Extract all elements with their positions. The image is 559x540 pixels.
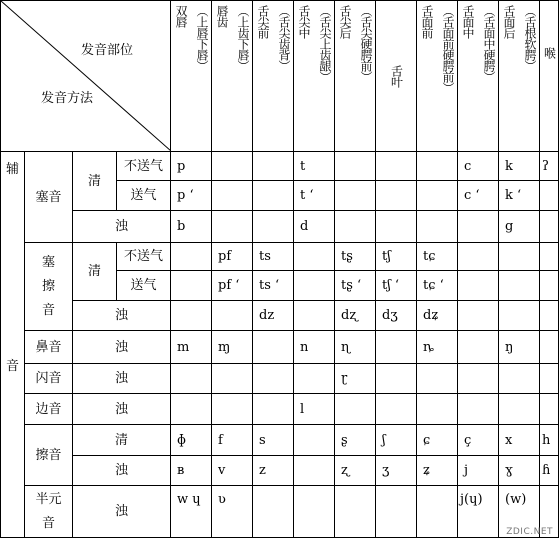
- phoneme-cell: ʔ: [540, 152, 559, 181]
- corner-diagonal: [1, 1, 171, 151]
- phoneme-cell: w ɥ: [171, 486, 212, 538]
- phoneme-cell: [294, 243, 335, 271]
- phoneme-cell: [540, 243, 559, 271]
- phoneme-cell: ʒ: [376, 456, 417, 486]
- phoneme-cell: t ʻ: [294, 181, 335, 211]
- phoneme-cell: [335, 394, 376, 425]
- phoneme-cell: ʋ: [212, 486, 253, 538]
- nasal-label: 鼻音: [25, 331, 73, 364]
- phoneme-cell: n: [294, 331, 335, 364]
- phoneme-cell: [171, 364, 212, 394]
- col-header-palatal: 舌面中 （舌面中硬腭）: [458, 1, 499, 152]
- phoneme-cell: p: [171, 152, 212, 181]
- row-lateral: [1, 394, 559, 425]
- phoneme-cell: [458, 364, 499, 394]
- phoneme-cell: ç: [458, 425, 499, 456]
- phoneme-cell: [417, 486, 458, 538]
- phoneme-cell: [458, 301, 499, 331]
- phoneme-cell: ɳ: [335, 331, 376, 364]
- phoneme-cell: tɕ: [417, 243, 458, 271]
- unaspirated-label: 不送气: [117, 243, 171, 271]
- phoneme-cell: m: [171, 331, 212, 364]
- phoneme-cell: [376, 181, 417, 211]
- phoneme-cell: c: [458, 152, 499, 181]
- flap-voiced-label: 浊: [73, 364, 171, 394]
- phoneme-cell: [335, 181, 376, 211]
- col-header-laminal: 舌叶: [376, 1, 417, 152]
- phoneme-cell: [253, 211, 294, 243]
- phoneme-cell: [417, 211, 458, 243]
- phoneme-cell: ɦ: [540, 456, 559, 486]
- col-header-velar: 舌面后 （舌根软腭）: [499, 1, 540, 152]
- stop-voiced-label: 浊: [73, 211, 171, 243]
- affricate-voiced-label: 浊: [73, 301, 171, 331]
- phoneme-cell: [294, 364, 335, 394]
- phoneme-cell: j: [458, 456, 499, 486]
- phoneme-cell: [458, 211, 499, 243]
- phoneme-cell: k ʻ: [499, 181, 540, 211]
- phoneme-cell: l: [294, 394, 335, 425]
- phoneme-cell: [499, 301, 540, 331]
- phoneme-cell: [253, 152, 294, 181]
- phoneme-cell: [335, 211, 376, 243]
- header-row: [1, 1, 559, 152]
- phoneme-cell: [540, 394, 559, 425]
- phoneme-cell: d: [294, 211, 335, 243]
- phoneme-cell: [376, 152, 417, 181]
- phoneme-cell: ŋ: [499, 331, 540, 364]
- phoneme-cell: [376, 486, 417, 538]
- phoneme-cell: [335, 486, 376, 538]
- phoneme-cell: [212, 152, 253, 181]
- phoneme-cell: ȵ: [417, 331, 458, 364]
- phoneme-cell: p ʻ: [171, 181, 212, 211]
- phoneme-cell: [417, 181, 458, 211]
- row-fricative-voiceless: [1, 425, 559, 456]
- phoneme-cell: ts: [253, 243, 294, 271]
- phoneme-cell: ɸ: [171, 425, 212, 456]
- phoneme-cell: [458, 394, 499, 425]
- phoneme-cell: tɕ ʻ: [417, 271, 458, 301]
- phoneme-cell: ɕ: [417, 425, 458, 456]
- lateral-label: 边音: [25, 394, 73, 425]
- phoneme-cell: [294, 271, 335, 301]
- phoneme-cell: [253, 486, 294, 538]
- fricative-label: 擦音: [25, 425, 73, 486]
- phoneme-cell: ʂ: [335, 425, 376, 456]
- phoneme-cell: [253, 181, 294, 211]
- phoneme-cell: [212, 211, 253, 243]
- col-header-glottal: 喉: [540, 1, 559, 152]
- phoneme-cell: tʃ: [376, 243, 417, 271]
- phoneme-cell: [335, 152, 376, 181]
- phoneme-cell: [253, 394, 294, 425]
- col-header-bilabial: 双唇 （上唇下唇）: [171, 1, 212, 152]
- phoneme-cell: [171, 301, 212, 331]
- phoneme-cell: v: [212, 456, 253, 486]
- phoneme-cell: [294, 486, 335, 538]
- phoneme-cell: [458, 271, 499, 301]
- phoneme-cell: x: [499, 425, 540, 456]
- phoneme-cell: j(ɥ): [458, 486, 499, 538]
- fricative-voiced-label: 浊: [73, 456, 171, 486]
- semivowel-voiced-label: 浊: [73, 486, 171, 538]
- phoneme-cell: [294, 425, 335, 456]
- phoneme-cell: [212, 301, 253, 331]
- phoneme-cell: ɱ: [212, 331, 253, 364]
- phoneme-cell: [212, 394, 253, 425]
- phoneme-cell: [540, 364, 559, 394]
- row-affricate-voiced: [1, 301, 559, 331]
- phoneme-cell: [171, 271, 212, 301]
- col-header-retroflex: 舌尖后 （舌尖硬腭前）: [335, 1, 376, 152]
- phoneme-cell: tʂ: [335, 243, 376, 271]
- phoneme-cell: [253, 364, 294, 394]
- phoneme-cell: ts ʻ: [253, 271, 294, 301]
- col-header-alveolopalatal: 舌面前 （舌面前硬腭前）: [417, 1, 458, 152]
- affricate-label: 塞 擦 音: [25, 243, 73, 331]
- phoneme-cell: [499, 271, 540, 301]
- phoneme-cell: [540, 181, 559, 211]
- phoneme-cell: [540, 271, 559, 301]
- phoneme-cell: pf ʻ: [212, 271, 253, 301]
- phoneme-cell: b: [171, 211, 212, 243]
- phoneme-cell: ɽ: [335, 364, 376, 394]
- phoneme-cell: [417, 152, 458, 181]
- phoneme-cell: g: [499, 211, 540, 243]
- phoneme-cell: [499, 243, 540, 271]
- col-header-dental: 舌尖前 （舌尖齿背）: [253, 1, 294, 152]
- row-stop-voiced: [1, 211, 559, 243]
- phoneme-cell: [212, 181, 253, 211]
- phoneme-cell: [417, 394, 458, 425]
- phoneme-cell: [171, 394, 212, 425]
- nasal-voiced-label: 浊: [73, 331, 171, 364]
- phoneme-cell: [540, 301, 559, 331]
- col-header-labiodental: 唇齿 （上齿下唇）: [212, 1, 253, 152]
- phoneme-cell: dʒ: [376, 301, 417, 331]
- row-nasal: [1, 331, 559, 364]
- unaspirated-label: 不送气: [117, 152, 171, 181]
- corner-cell: [1, 1, 171, 152]
- phoneme-cell: [540, 331, 559, 364]
- phoneme-cell: s: [253, 425, 294, 456]
- phoneme-cell: ʐ: [335, 456, 376, 486]
- phoneme-cell: (w): [499, 486, 540, 538]
- phoneme-cell: [540, 211, 559, 243]
- phoneme-cell: [499, 364, 540, 394]
- phoneme-cell: ɣ: [499, 456, 540, 486]
- phoneme-cell: [376, 211, 417, 243]
- row-fricative-voiced: [1, 456, 559, 486]
- consonant-category-label: 辅 音: [1, 152, 25, 538]
- manner-heading: 发音方法: [41, 91, 94, 106]
- place-heading: 发音部位: [81, 43, 134, 58]
- phoneme-cell: dz: [253, 301, 294, 331]
- row-semivowel: [1, 486, 559, 538]
- phoneme-cell: k: [499, 152, 540, 181]
- aspirated-label: 送气: [117, 271, 171, 301]
- phoneme-cell: h: [540, 425, 559, 456]
- watermark: ZDIC.NET: [506, 527, 553, 537]
- phoneme-cell: ʃ: [376, 425, 417, 456]
- phoneme-cell: c ʻ: [458, 181, 499, 211]
- fricative-voiceless-label: 清: [73, 425, 171, 456]
- phoneme-cell: [376, 364, 417, 394]
- lateral-voiced-label: 浊: [73, 394, 171, 425]
- phoneme-cell: ʙ: [171, 456, 212, 486]
- phoneme-cell: dʑ: [417, 301, 458, 331]
- affricate-voiceless-label: 清: [73, 243, 117, 301]
- phoneme-cell: pf: [212, 243, 253, 271]
- stop-label: 塞音: [25, 152, 73, 243]
- phoneme-cell: [171, 243, 212, 271]
- phoneme-cell: tʃ ʻ: [376, 271, 417, 301]
- phoneme-cell: [376, 331, 417, 364]
- phoneme-cell: tʂ ʻ: [335, 271, 376, 301]
- col-header-alveolar: 舌尖中 （舌尖上齿龈）: [294, 1, 335, 152]
- phoneme-cell: [376, 394, 417, 425]
- phoneme-cell: t: [294, 152, 335, 181]
- stop-voiceless-label: 清: [73, 152, 117, 211]
- row-affricate-unaspirated: [1, 243, 559, 271]
- phoneme-cell: [458, 331, 499, 364]
- phoneme-cell: z: [253, 456, 294, 486]
- phoneme-cell: dʐ: [335, 301, 376, 331]
- semivowel-label: 半元 音: [25, 486, 73, 538]
- phoneme-cell: [417, 364, 458, 394]
- phoneme-cell: [294, 456, 335, 486]
- phoneme-cell: [499, 394, 540, 425]
- phoneme-cell: f: [212, 425, 253, 456]
- flap-label: 闪音: [25, 364, 73, 394]
- aspirated-label: 送气: [117, 181, 171, 211]
- phoneme-cell: [253, 331, 294, 364]
- phoneme-cell: ʑ: [417, 456, 458, 486]
- row-stop-unaspirated: [1, 152, 559, 181]
- phoneme-cell: [294, 301, 335, 331]
- phoneme-cell: [212, 364, 253, 394]
- phoneme-cell: [458, 243, 499, 271]
- row-flap: [1, 364, 559, 394]
